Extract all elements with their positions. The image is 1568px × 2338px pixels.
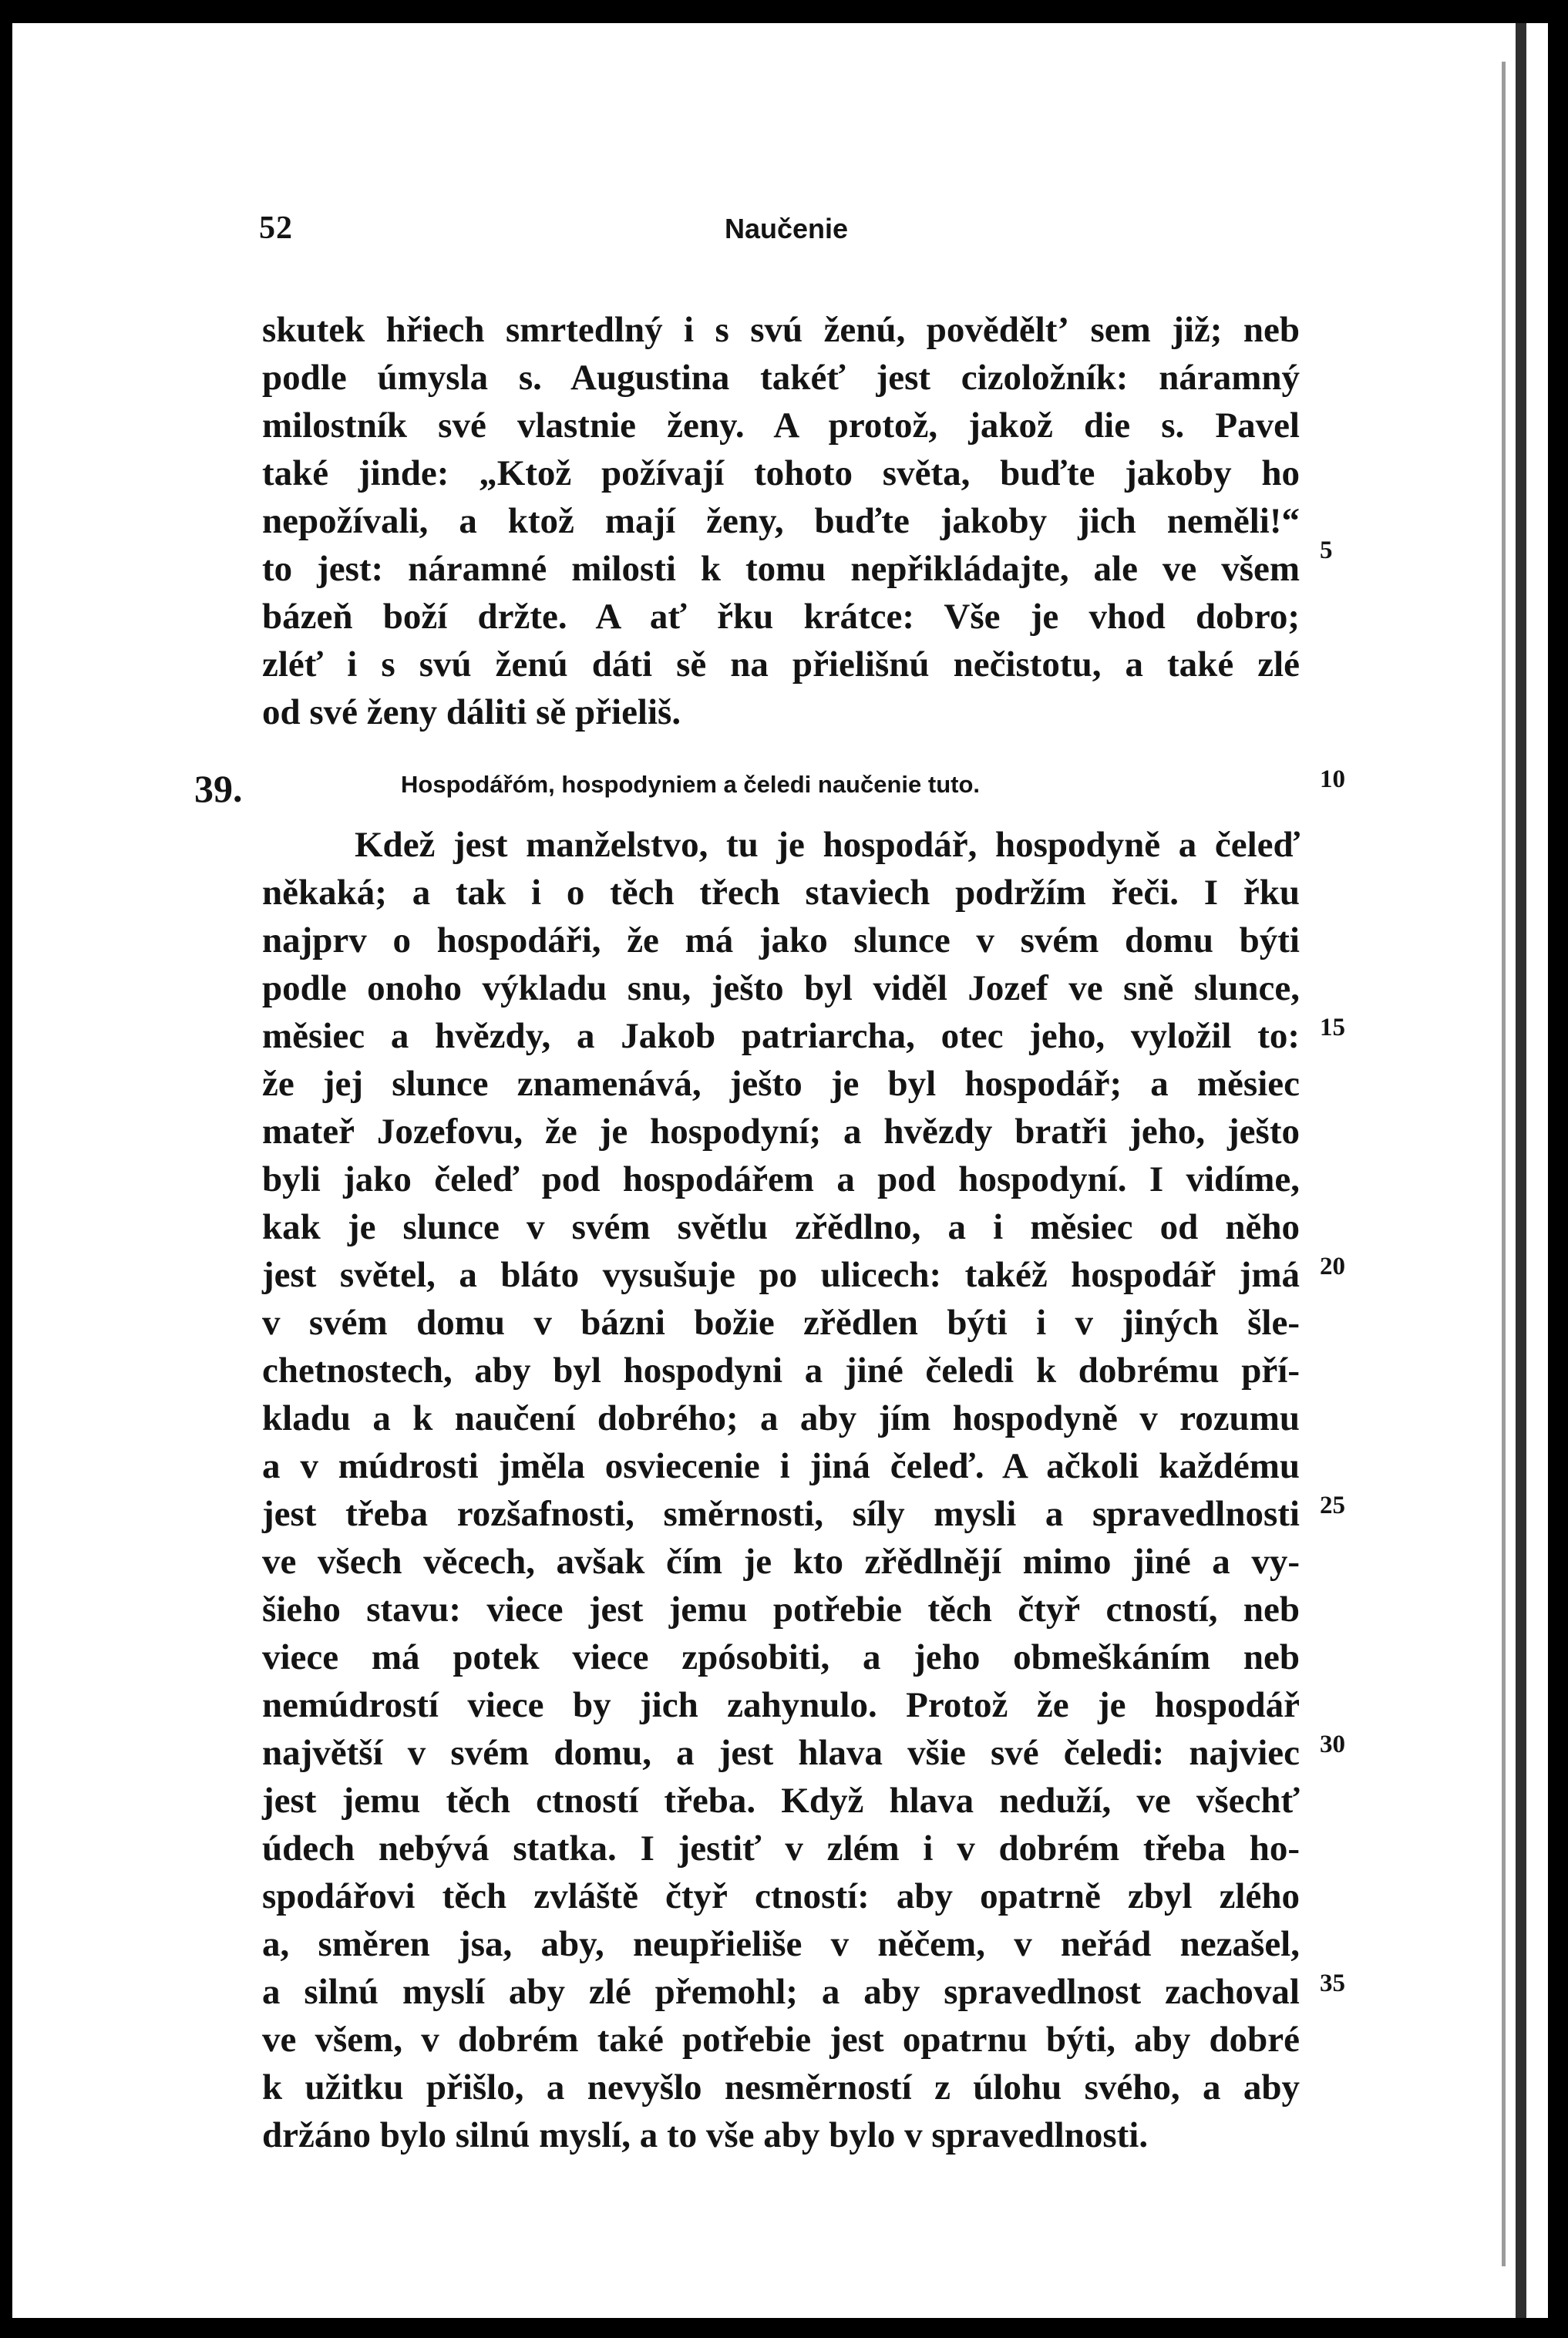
text-line: údech nebývá statka. I jestiť v zlém i v dobrém třeba ho- bbox=[262, 1828, 1300, 1869]
text-line: zléť i s svú ženú dáti sě na přielišnú nečistotu, a také zlé bbox=[262, 644, 1300, 685]
text-line: a silnú myslí aby zlé přemohl; a aby spravedlnost zachoval bbox=[262, 1972, 1300, 2012]
paragraph-continued bbox=[262, 306, 1300, 736]
book-binding-edge bbox=[1516, 23, 1526, 2318]
text-line: od své ženy dáliti sě přieliš. bbox=[262, 692, 681, 732]
page-header bbox=[259, 210, 1314, 256]
section-number: 39. bbox=[194, 767, 243, 810]
text-line: šieho stavu: viece jest jemu potřebie těch čtyř ctností, neb bbox=[262, 1590, 1300, 1630]
text-line: viece má potek viece zpósobiti, a jeho obmeškáním neb bbox=[262, 1637, 1300, 1677]
paragraph-section-39 bbox=[262, 821, 1300, 2159]
text-line: někaká; a tak i o těch třech staviech podržím řeči. I řku bbox=[262, 873, 1300, 913]
line-number-marker: 35 bbox=[1320, 1970, 1345, 1997]
running-title: Naučenie bbox=[724, 213, 849, 244]
text-line: najprv o hospodáři, že má jako slunce v svém domu býti bbox=[262, 920, 1300, 960]
text-line: Kdež jest manželstvo, tu je hospodář, hospodyně a čeleď bbox=[355, 825, 1300, 865]
line-number-marker: 25 bbox=[1320, 1492, 1345, 1519]
line-number-marker: 15 bbox=[1320, 1014, 1345, 1041]
text-line: také jinde: „Ktož požívají tohoto světa, buďte jakoby ho bbox=[262, 453, 1300, 493]
text-line: najvětší v svém domu, a jest hlava všie své čeledi: najviec bbox=[262, 1733, 1300, 1773]
text-line: k užitku přišlo, a nevyšlo nesměrností z úlohu svého, a aby bbox=[262, 2067, 1300, 2108]
text-line: ve všem, v dobrém také potřebie jest opatrnu býti, aby dobré bbox=[262, 2020, 1300, 2060]
text-line: podle onoho výkladu snu, ješto byl viděl Jozef ve sně slunce, bbox=[262, 968, 1300, 1008]
text-line: byli jako čeleď pod hospodářem a pod hospodyní. I vidíme, bbox=[262, 1159, 1300, 1199]
line-number-marker: 30 bbox=[1320, 1731, 1345, 1758]
page-number: 52 bbox=[259, 210, 293, 246]
text-line: jest třeba rozšafnosti, směrnosti, síly mysli a spravedlnosti bbox=[262, 1494, 1300, 1534]
text-line: kladu a k naučení dobrého; a aby jím hospodyně v rozumu bbox=[262, 1398, 1300, 1438]
text-line: a v múdrosti jměla osviecenie i jiná čeleď. A ačkoli každému bbox=[262, 1446, 1300, 1486]
text-line: jest jemu těch ctností třeba. Když hlava neduží, ve všechť bbox=[262, 1781, 1300, 1821]
text-line: skutek hřiech smrtedlný i s svú ženú, pověděltʼ sem již; neb bbox=[262, 310, 1300, 350]
text-line: mateř Jozefovu, že je hospodyní; a hvězdy bratři jeho, ješto bbox=[262, 1112, 1300, 1152]
text-line: bázeň boží držte. A ať řku krátce: Vše je vhod dobro; bbox=[262, 597, 1300, 637]
text-line: že jej slunce znamenává, ješto je byl hospodář; a měsiec bbox=[262, 1064, 1300, 1104]
text-line: podle úmysla s. Augustina takéť jest cizoložník: náramný bbox=[262, 358, 1300, 398]
text-line: jest světel, a bláto vysušuje po ulicech: takéž hospodář jmá bbox=[262, 1255, 1300, 1295]
section-heading: Hospodářóm, hospodyniem a čeledi naučenie tuto. bbox=[401, 771, 981, 798]
text-line: kak je slunce v svém světlu zřědlno, a i měsiec od něho bbox=[262, 1207, 1300, 1247]
text-line: a, směren jsa, aby, neupřieliše v něčem, v neřád nezašel, bbox=[262, 1924, 1300, 1964]
book-binding-shadow bbox=[1502, 62, 1506, 2266]
text-line: milostník své vlastnie ženy. A protož, jakož die s. Pavel bbox=[262, 405, 1300, 446]
line-number-marker: 10 bbox=[1320, 765, 1345, 793]
line-number-marker: 5 bbox=[1320, 537, 1333, 564]
text-line: spodářovi těch zvláště čtyř ctností: aby opatrně zbyl zlého bbox=[262, 1876, 1300, 1916]
text-line: ve všech věcech, avšak čím je kto zřědlnějí mimo jiné a vy- bbox=[262, 1542, 1300, 1582]
line-number-marker: 20 bbox=[1320, 1253, 1345, 1280]
text-line: v svém domu v bázni božie zřědlen býti i v jiných šle- bbox=[262, 1303, 1300, 1343]
text-line: nemúdrostí viece by jich zahynulo. Protož že je hospodář bbox=[262, 1685, 1300, 1725]
text-line: držáno bylo silnú myslí, a to vše aby bylo v spravedlnosti. bbox=[262, 2115, 1149, 2155]
text-line: chetnostech, aby byl hospodyni a jiné čeledi k dobrému pří- bbox=[262, 1351, 1300, 1391]
text-line: nepožívali, a ktož mají ženy, buďte jakoby jich neměli!“ bbox=[262, 501, 1300, 541]
text-line: to jest: náramné milosti k tomu nepřikládajte, ale ve všem bbox=[262, 549, 1300, 589]
text-line: měsiec a hvězdy, a Jakob patriarcha, otec jeho, vyložil to: bbox=[262, 1016, 1300, 1056]
